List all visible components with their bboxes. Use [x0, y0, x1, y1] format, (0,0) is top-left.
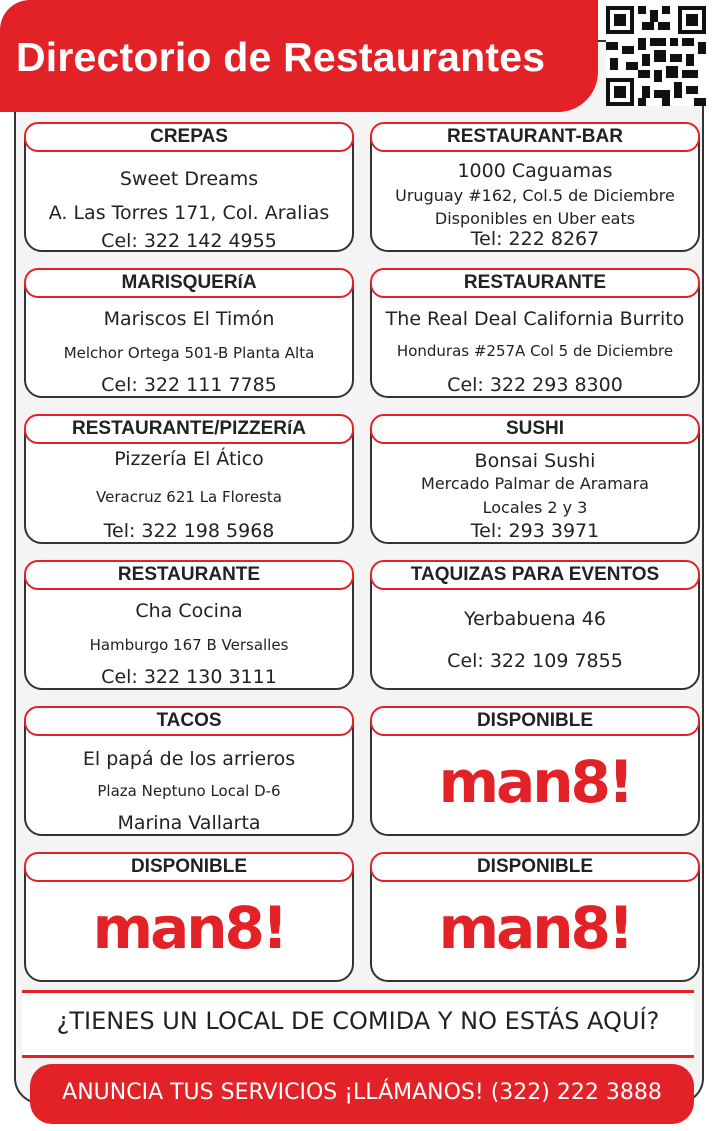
card-heading: RESTAURANTE [24, 560, 354, 590]
card-phone: Cel: 322 111 7785 [101, 374, 277, 396]
card-pizzeria [24, 414, 354, 544]
card-restaurant-bar [370, 122, 700, 252]
card-heading: DISPONIBLE [370, 706, 700, 736]
card-taquizas [370, 560, 700, 690]
card-note: Disponibles en Uber eats [434, 209, 636, 228]
card-heading: MARISQUERíA [24, 268, 354, 298]
card-name: Mariscos El Timón [103, 308, 275, 330]
card-name: 1000 Caguamas [457, 160, 613, 182]
card-disponible [24, 852, 354, 982]
card-restaurante-burrito [370, 268, 700, 398]
card-crepas [24, 122, 354, 252]
card-address: Plaza Neptuno Local D-6 [97, 782, 281, 800]
man8-logo: man8! [438, 894, 632, 962]
card-tacos [24, 706, 354, 836]
card-address: Hamburgo 167 B Versalles [89, 636, 289, 654]
card-address: A. Las Torres 171, Col. Aralias [48, 202, 330, 224]
call-to-action-banner [30, 1064, 694, 1124]
card-heading: DISPONIBLE [370, 852, 700, 882]
card-address: Honduras #257A Col 5 de Diciembre [396, 342, 674, 360]
card-address: Mercado Palmar de Aramara [421, 474, 649, 493]
card-name: The Real Deal California Burrito [385, 308, 685, 330]
card-sushi [370, 414, 700, 544]
card-phone: Tel: 322 198 5968 [103, 520, 275, 542]
qr-code-icon [606, 6, 706, 106]
card-address: Uruguay #162, Col.5 de Diciembre [395, 186, 675, 205]
card-phone: Tel: 293 3971 [470, 520, 600, 542]
card-address: Melchor Ortega 501-B Planta Alta [63, 344, 315, 362]
card-phone: Cel: 322 142 4955 [101, 230, 277, 252]
man8-logo: man8! [92, 894, 286, 962]
header-banner [0, 0, 598, 112]
question-banner [22, 990, 694, 1058]
man8-logo: man8! [438, 748, 632, 816]
card-address: Yerbabuena 46 [464, 608, 606, 630]
card-disponible [370, 706, 700, 836]
card-phone: Cel: 322 293 8300 [447, 374, 623, 396]
card-name: Sweet Dreams [119, 168, 259, 190]
card-heading: TAQUIZAS PARA EVENTOS [370, 560, 700, 590]
card-heading: RESTAURANT-BAR [370, 122, 700, 152]
card-heading: RESTAURANTE/PIZZERíA [24, 414, 354, 444]
card-name: Bonsai Sushi [474, 450, 596, 472]
card-name: Cha Cocina [135, 600, 243, 622]
card-disponible [370, 852, 700, 982]
card-name: El papá de los arrieros [82, 748, 296, 770]
card-marisqueria [24, 268, 354, 398]
call-to-action-text: ANUNCIA TUS SERVICIOS ¡LLÁMANOS! (322) 222 3888 [62, 1080, 662, 1105]
card-phone: Cel: 322 130 3111 [101, 666, 277, 688]
card-cha-cocina [24, 560, 354, 690]
question-text: ¿TIENES UN LOCAL DE COMIDA Y NO ESTÁS AQUÍ? [56, 1007, 660, 1035]
card-name: Pizzería El Ático [114, 448, 264, 470]
page-title: Directorio de Restaurantes [16, 34, 546, 80]
card-heading: SUSHI [370, 414, 700, 444]
card-note: Marina Vallarta [117, 812, 261, 834]
card-heading: DISPONIBLE [24, 852, 354, 882]
card-note: Locales 2 y 3 [482, 498, 588, 517]
card-heading: RESTAURANTE [370, 268, 700, 298]
card-heading: TACOS [24, 706, 354, 736]
card-heading: CREPAS [24, 122, 354, 152]
card-phone: Cel: 322 109 7855 [447, 650, 623, 672]
card-address: Veracruz 621 La Floresta [96, 488, 282, 506]
card-phone: Tel: 222 8267 [470, 228, 600, 250]
